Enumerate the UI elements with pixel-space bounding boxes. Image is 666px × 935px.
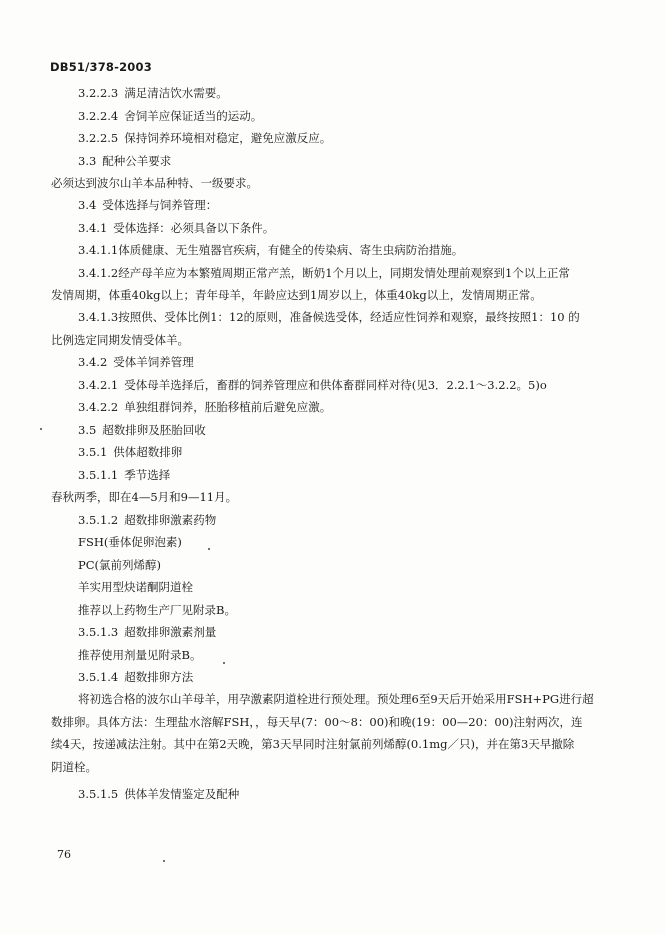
line-text: 受体选择与饲养管理：: [102, 198, 218, 212]
text-line: [78, 648, 201, 662]
text-line: [51, 490, 237, 504]
section-number: 3.5.1.1: [78, 468, 119, 482]
text-line: [78, 400, 331, 414]
text-line: [78, 468, 170, 482]
line-text: 配种公羊要求: [102, 154, 172, 168]
text-line: [78, 558, 161, 572]
text-line: [78, 603, 236, 617]
line-text: 阴道栓。: [51, 760, 97, 774]
line-text: 受体选择：必须具备以下条件。: [113, 221, 275, 235]
scan-speck: [163, 860, 165, 862]
section-number: 3.2.2.3: [78, 86, 119, 100]
text-line: [51, 176, 258, 190]
line-text: 将初选合格的波尔山羊母羊，用孕激素阴道栓进行预处理。预处理6至9天后开始采用FSH+PG进行超: [78, 692, 594, 706]
standard-code-header: DB51/378-2003: [50, 60, 152, 74]
line-text: 3.4.1.1体质健康、无生殖器官疾病，有健全的传染病、寄生虫病防治措施。: [78, 243, 464, 257]
line-text: 供体羊发情鉴定及配种: [124, 787, 240, 801]
line-text: 必须达到波尔山羊本品种特、一级要求。: [51, 176, 258, 190]
line-text: 数排卵。具体方法：生理盐水溶解FSH，，每天早(7：00～8：00)和晚(19：00—20：00)注射两次，连: [51, 715, 583, 729]
line-text: PC(氯前列烯醇): [78, 558, 162, 572]
section-number: 3.5.1.4: [78, 670, 119, 684]
section-number: 3.2.2.5: [78, 131, 119, 145]
section-number: 3.4.1: [78, 221, 108, 235]
line-text: 推荐使用剂量见附录B。: [78, 648, 202, 662]
text-line: [78, 266, 570, 280]
section-number: 3.5.1.3: [78, 625, 119, 639]
line-text: 比例选定同期发情受体羊。: [51, 333, 189, 347]
line-text: 受体羊饲养管理: [113, 355, 194, 369]
section-number: 3.4: [78, 198, 97, 212]
section-number: 3.2.2.4: [78, 109, 119, 123]
section-number: 3.4.2.2: [78, 400, 119, 414]
text-line: [78, 310, 580, 324]
scan-speck: [223, 662, 225, 664]
text-line: [78, 131, 331, 145]
text-line: [78, 355, 194, 369]
scan-speck: [40, 428, 42, 430]
line-text: 供体超数排卵: [113, 445, 183, 459]
text-line: [78, 198, 217, 212]
line-text: 超数排卵激素药物: [124, 513, 217, 527]
section-number: 3.5.1: [78, 445, 108, 459]
text-line: [51, 760, 97, 774]
line-text: 受体母羊选择后，畜群的饲养管理应和供体畜群同样对待(见3．2.2.1～3.2.2。5)o: [124, 378, 547, 392]
section-number: 3.3: [78, 154, 97, 168]
text-line: [78, 109, 262, 123]
text-line: [51, 288, 542, 302]
section-number: 3.4.2.1: [78, 378, 119, 392]
text-line: [78, 625, 216, 639]
text-line: [78, 513, 216, 527]
line-text: 3.4.1.2经产母羊应为本繁殖周期正常产羔，断奶1个月以上，同期发情处理前观察到1个以上正常: [78, 266, 570, 280]
text-line: [51, 737, 574, 751]
line-text: 推荐以上药物生产厂见附录B。: [78, 603, 236, 617]
line-text: 单独组群饲养，胚胎移植前后避免应激。: [124, 400, 332, 414]
section-number: 3.5.1.2: [78, 513, 119, 527]
line-text: 保持饲养环境相对稳定，避免应激反应。: [124, 131, 332, 145]
text-line: [78, 670, 193, 684]
text-line: [51, 715, 583, 729]
line-text: 3.4.1.3按照供、受体比例1：12的原则，准备候选受体，经适应性饲养和观察，最终按照1：10 的: [78, 310, 580, 324]
text-line: [78, 445, 182, 459]
section-number: 3.5.1.5: [78, 787, 119, 801]
line-text: 春秋两季，即在4—5月和9—11月。: [51, 490, 238, 504]
text-line: [78, 86, 228, 100]
line-text: 超数排卵及胚胎回收: [102, 423, 206, 437]
line-text: 羊实用型炔诺酮阴道栓: [78, 580, 193, 594]
line-text: FSH(垂体促卵泡素): [78, 535, 182, 549]
text-line: [78, 221, 274, 235]
line-text: 超数排卵方法: [124, 670, 194, 684]
text-line: [78, 535, 182, 549]
text-line: [51, 333, 189, 347]
line-text: 续4天，按递减法注射。其中在第2天晚，第3天早同时注射氯前列烯醇(0.1mg／只)，并在第3天早撤除: [51, 737, 575, 751]
line-text: 满足清洁饮水需要。: [124, 86, 228, 100]
text-line: [78, 154, 171, 168]
text-line: [78, 787, 239, 801]
scan-speck: [208, 548, 210, 550]
text-line: [78, 580, 193, 594]
line-text: 超数排卵激素剂量: [124, 625, 217, 639]
text-line: [78, 423, 206, 437]
line-text: 舍饲羊应保证适当的运动。: [124, 109, 263, 123]
line-text: 季节选择: [124, 468, 171, 482]
section-number: 3.5: [78, 423, 97, 437]
section-number: 3.4.2: [78, 355, 108, 369]
text-line: [78, 243, 463, 257]
page-number: 76: [57, 848, 71, 861]
text-line: [78, 378, 547, 392]
line-text: 发情周期，体重40kg以上；青年母羊，年龄应达到1周岁以上，体重40kg以上，发情周期正常。: [51, 288, 542, 302]
text-line: [78, 692, 594, 706]
